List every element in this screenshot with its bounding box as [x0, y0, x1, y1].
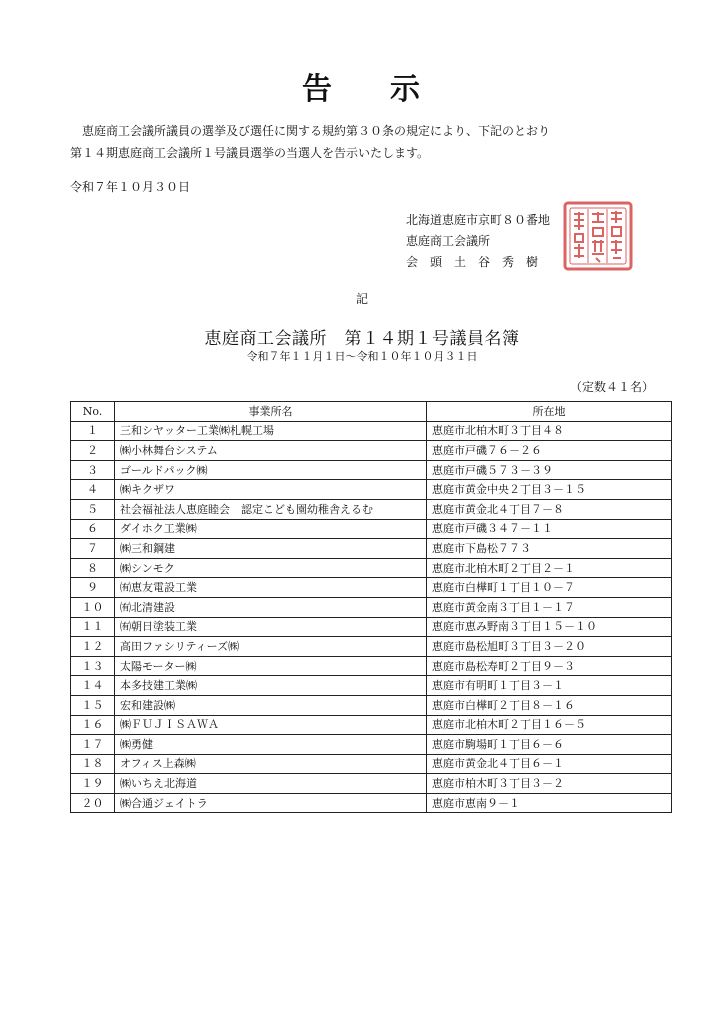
cell-no: ８: [71, 558, 115, 578]
cell-address: 恵庭市島松旭町３丁目３－２０: [427, 637, 672, 657]
cell-address: 恵庭市黄金北４丁目６－１: [427, 754, 672, 774]
cell-business-name: ㈱合通ジェイトラ: [115, 793, 427, 813]
cell-no: １０: [71, 597, 115, 617]
cell-address: 恵庭市有明町１丁目３－１: [427, 676, 672, 696]
document-title: [0, 64, 724, 108]
cell-business-name: ㈲朝日塗装工業: [115, 617, 427, 637]
cell-business-name: 社会福祉法人恵庭睦会 認定こども園幼稚舎えるむ: [115, 499, 427, 519]
cell-address: 恵庭市北柏木町３丁目４８: [427, 421, 672, 441]
member-table: [70, 401, 672, 813]
table-row: [71, 754, 672, 774]
ki-marker: 記: [355, 292, 368, 306]
issuer-address: 北海道恵庭市京町８０番地: [406, 213, 551, 227]
table-row: [71, 793, 672, 813]
cell-no: １９: [71, 774, 115, 794]
issuer-organization: 恵庭商工会議所: [406, 234, 491, 248]
cell-no: ３: [71, 460, 115, 480]
cell-business-name: ㈱いちえ北海道: [115, 774, 427, 794]
intro-text: [70, 120, 670, 164]
cell-business-name: ゴールドパック㈱: [115, 460, 427, 480]
header-address: 所在地: [427, 402, 672, 422]
table-row: [71, 441, 672, 461]
cell-no: １３: [71, 656, 115, 676]
cell-no: ５: [71, 499, 115, 519]
table-row: [71, 499, 672, 519]
table-row: [71, 480, 672, 500]
cell-no: １: [71, 421, 115, 441]
register-title: 恵庭商工会議所 第１４期１号議員名簿: [204, 329, 520, 349]
cell-no: １６: [71, 715, 115, 735]
table-row: [71, 519, 672, 539]
cell-address: 恵庭市白樺町２丁目８－１６: [427, 695, 672, 715]
cell-no: ４: [71, 480, 115, 500]
table-row: [71, 637, 672, 657]
cell-no: １２: [71, 637, 115, 657]
issuer-block: [406, 210, 550, 273]
table-row: [71, 774, 672, 794]
title-char: 示: [390, 72, 422, 107]
header-no: No.: [71, 402, 115, 422]
cell-business-name: 太陽モーター㈱: [115, 656, 427, 676]
cell-address: 恵庭市黄金中央２丁目３－１５: [427, 480, 672, 500]
cell-no: ６: [71, 519, 115, 539]
table-row: [71, 558, 672, 578]
table-row: [71, 676, 672, 696]
cell-business-name: ㈱シンモク: [115, 558, 427, 578]
cell-business-name: ㈱キクザワ: [115, 480, 427, 500]
cell-no: ７: [71, 539, 115, 559]
cell-business-name: ㈲北清建設: [115, 597, 427, 617]
cell-business-name: ダイホク工業㈱: [115, 519, 427, 539]
cell-business-name: 本多技建工業㈱: [115, 676, 427, 696]
cell-address: 恵庭市戸磯７６－２６: [427, 441, 672, 461]
cell-address: 恵庭市柏木町３丁目３－２: [427, 774, 672, 794]
table-body: [71, 421, 672, 813]
table-row: [71, 597, 672, 617]
table-row: [71, 695, 672, 715]
title-char: 告: [302, 72, 334, 107]
cell-no: １７: [71, 735, 115, 755]
cell-address: 恵庭市黄金北４丁目７－８: [427, 499, 672, 519]
cell-address: 恵庭市恵み野南３丁目１５－１０: [427, 617, 672, 637]
intro-line: 第１４期恵庭商工会議所１号議員選挙の当選人を告示いたします。: [70, 146, 430, 160]
cell-address: 恵庭市黄金南３丁目１－１７: [427, 597, 672, 617]
cell-address: 恵庭市恵南９－１: [427, 793, 672, 813]
cell-address: 恵庭市戸磯３４７－１１: [427, 519, 672, 539]
cell-no: １８: [71, 754, 115, 774]
cell-business-name: ㈱ＦＵＪＩＳＡＷＡ: [115, 715, 427, 735]
table-row: [71, 735, 672, 755]
table-header-row: [71, 402, 672, 422]
cell-no: １１: [71, 617, 115, 637]
quota-label: （定数４１名）: [569, 380, 654, 394]
cell-address: 恵庭市北柏木町２丁目２－１: [427, 558, 672, 578]
table-row: [71, 460, 672, 480]
table-row: [71, 656, 672, 676]
cell-no: ２: [71, 441, 115, 461]
cell-business-name: ㈱小林舞台システム: [115, 441, 427, 461]
cell-address: 恵庭市北柏木町２丁目１６－５: [427, 715, 672, 735]
cell-address: 恵庭市島松寿町２丁目９－３: [427, 656, 672, 676]
cell-no: １４: [71, 676, 115, 696]
cell-business-name: ㈱勇健: [115, 735, 427, 755]
header-business-name: 事業所名: [115, 402, 427, 422]
cell-address: 恵庭市戸磯５７３－３９: [427, 460, 672, 480]
cell-address: 恵庭市駒場町１丁目６－６: [427, 735, 672, 755]
intro-line: 恵庭商工会議所議員の選挙及び選任に関する規約第３０条の規定により、下記のとおり: [82, 124, 551, 138]
cell-no: ９: [71, 578, 115, 598]
table-row: [71, 421, 672, 441]
cell-business-name: ㈱三和鋼建: [115, 539, 427, 559]
cell-address: 恵庭市白樺町１丁目１０－７: [427, 578, 672, 598]
cell-business-name: 高田ファシリティーズ㈱: [115, 637, 427, 657]
official-seal-stamp: [562, 200, 634, 272]
issuer-signatory: 会 頭 土 谷 秀 樹: [406, 255, 539, 269]
notice-date: 令和７年１０月３０日: [70, 180, 191, 194]
table-row: [71, 539, 672, 559]
cell-business-name: ㈲恵友電設工業: [115, 578, 427, 598]
table-row: [71, 715, 672, 735]
register-period: 令和７年１１月１日～令和１０年１０月３１日: [246, 350, 478, 363]
table-row: [71, 617, 672, 637]
cell-business-name: 宏和建設㈱: [115, 695, 427, 715]
cell-business-name: 三和シヤッター工業㈱札幌工場: [115, 421, 427, 441]
cell-no: ２０: [71, 793, 115, 813]
cell-business-name: オフィス上森㈱: [115, 754, 427, 774]
table-row: [71, 578, 672, 598]
cell-no: １５: [71, 695, 115, 715]
cell-address: 恵庭市下島松７７３: [427, 539, 672, 559]
